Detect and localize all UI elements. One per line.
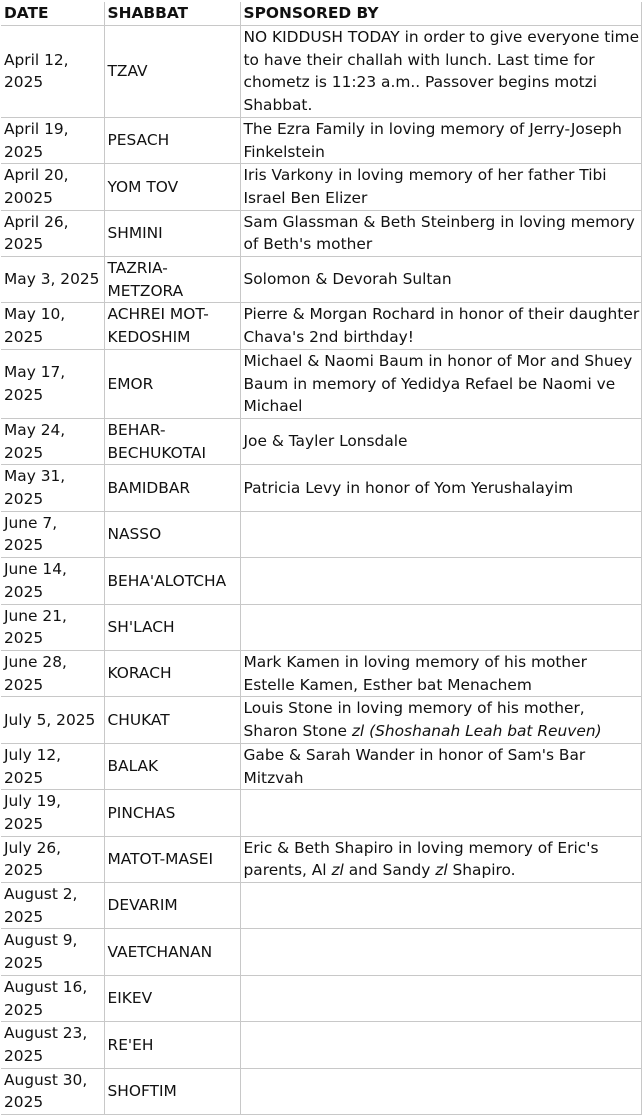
shabbat-cell: NASSO [104, 511, 240, 557]
sponsor-cell [240, 303, 641, 349]
shabbat-cell: SHOFTIM [104, 1068, 240, 1114]
sponsor-text-italic: zl [351, 722, 365, 741]
sponsor-text: Gabe & Sarah Wander in honor of Sam's Bar Mitzvah [243, 745, 586, 787]
sponsor-text: and Sandy [343, 861, 436, 880]
date-cell: June 21, 2025 [1, 604, 104, 650]
date-cell: August 23, 2025 [1, 1022, 104, 1068]
table-row [1, 511, 641, 557]
table-row [1, 604, 641, 650]
sponsor-cell [240, 604, 641, 650]
shabbat-cell: RE'EH [104, 1022, 240, 1068]
sponsor-text: Solomon & Devorah Sultan [243, 270, 452, 289]
sponsor-cell [240, 465, 641, 511]
sponsor-text: Louis Stone in loving memory of his mother, Sharon Stone [243, 699, 585, 741]
shabbat-cell: ACHREI MOT-KEDOSHIM [104, 303, 240, 349]
sponsor-cell [240, 117, 641, 163]
sponsor-text: Joe & Tayler Lonsdale [243, 432, 408, 451]
sponsor-text: Michael & Naomi Baum in honor of Mor and Shuey Baum in memory of Yedidya Refael be Naomi ve Michael [243, 351, 633, 416]
date-cell: April 26, 2025 [1, 210, 104, 256]
shabbat-cell: DEVARIM [104, 883, 240, 929]
table-row [1, 1022, 641, 1068]
sponsor-cell [240, 418, 641, 464]
header-row [1, 2, 641, 26]
sponsor-cell [240, 164, 641, 210]
table-row [1, 418, 641, 464]
table-row [1, 697, 641, 743]
shabbat-cell: YOM TOV [104, 164, 240, 210]
shabbat-cell: PINCHAS [104, 790, 240, 836]
shabbat-cell: CHUKAT [104, 697, 240, 743]
date-cell: July 12, 2025 [1, 743, 104, 789]
date-cell: July 5, 2025 [1, 697, 104, 743]
date-cell: May 24, 2025 [1, 418, 104, 464]
shabbat-cell: EIKEV [104, 975, 240, 1021]
shabbat-cell: SH'LACH [104, 604, 240, 650]
shabbat-cell: BAMIDBAR [104, 465, 240, 511]
shabbat-column-header: SHABBAT [104, 2, 240, 26]
shabbat-cell: VAETCHANAN [104, 929, 240, 975]
sponsor-text: Patricia Levy in honor of Yom Yerushalayim [243, 478, 574, 497]
sponsor-cell [240, 929, 641, 975]
table-row [1, 257, 641, 303]
date-cell: August 16, 2025 [1, 975, 104, 1021]
shabbat-cell: SHMINI [104, 210, 240, 256]
date-cell: May 17, 2025 [1, 349, 104, 418]
sponsor-cell [240, 1022, 641, 1068]
sponsor-cell [240, 511, 641, 557]
table-row [1, 117, 641, 163]
table-row [1, 743, 641, 789]
date-cell: May 31, 2025 [1, 465, 104, 511]
table-row [1, 1068, 641, 1114]
date-cell: May 3, 2025 [1, 257, 104, 303]
table-row [1, 790, 641, 836]
sponsor-text: Shapiro. [447, 861, 516, 880]
date-cell: August 9, 2025 [1, 929, 104, 975]
table-row [1, 836, 641, 882]
date-cell: August 30, 2025 [1, 1068, 104, 1114]
sponsor-text: Iris Varkony in loving memory of her father Tibi Israel Ben Elizer [243, 166, 607, 207]
shabbat-cell: MATOT-MASEI [104, 836, 240, 882]
date-cell: April 20, 20025 [1, 164, 104, 210]
table-row [1, 975, 641, 1021]
sponsor-column-header: SPONSORED BY [240, 2, 641, 26]
sponsor-text: NO KIDDUSH TODAY in order to give everyone time to have their challah with lunch. Last time for chometz is 11:23 a.m.. Passover begins motzi Shabbat. [243, 28, 640, 115]
table-row [1, 210, 641, 256]
sponsor-cell [240, 975, 641, 1021]
date-cell: June 7, 2025 [1, 511, 104, 557]
date-cell: July 19, 2025 [1, 790, 104, 836]
table-row [1, 929, 641, 975]
sponsor-cell [240, 1068, 641, 1114]
shabbat-cell: TZAV [104, 26, 240, 118]
shabbat-cell: BEHAR-BECHUKOTAI [104, 418, 240, 464]
table-row [1, 303, 641, 349]
date-cell: June 14, 2025 [1, 558, 104, 604]
table-row [1, 650, 641, 696]
sponsor-text: The Ezra Family in loving memory of Jerry-Joseph Finkelstein [243, 119, 622, 161]
sponsor-cell [240, 883, 641, 929]
sponsorship-table [1, 2, 642, 1115]
sponsor-text-italic: (Shoshanah Leah bat Reuven) [369, 722, 602, 741]
date-cell: July 26, 2025 [1, 836, 104, 882]
date-column-header: DATE [1, 2, 104, 26]
shabbat-cell: TAZRIA-METZORA [104, 257, 240, 303]
sponsor-text-italic: zl [331, 861, 344, 880]
shabbat-cell: KORACH [104, 650, 240, 696]
date-cell: June 28, 2025 [1, 650, 104, 696]
table-row [1, 883, 641, 929]
sponsor-cell [240, 697, 641, 743]
sponsor-cell [240, 790, 641, 836]
shabbat-cell: PESACH [104, 117, 240, 163]
sponsor-cell [240, 210, 641, 256]
table-row [1, 349, 641, 418]
table-row [1, 558, 641, 604]
sponsor-text: Sam Glassman & Beth Steinberg in loving memory of Beth's mother [243, 212, 635, 254]
date-cell: August 2, 2025 [1, 883, 104, 929]
shabbat-cell: BALAK [104, 743, 240, 789]
shabbat-cell: BEHA'ALOTCHA [104, 558, 240, 604]
sponsor-cell [240, 558, 641, 604]
table-row [1, 465, 641, 511]
sponsor-cell [240, 26, 641, 118]
sponsor-cell [240, 349, 641, 418]
table-row [1, 164, 641, 210]
date-cell: May 10, 2025 [1, 303, 104, 349]
date-cell: April 12, 2025 [1, 26, 104, 118]
table-row [1, 26, 641, 118]
sponsor-cell [240, 836, 641, 882]
shabbat-cell: EMOR [104, 349, 240, 418]
sponsor-text: Eric & Beth Shapiro in loving memory of Eric's parents, Al [243, 838, 599, 880]
date-cell: April 19, 2025 [1, 117, 104, 163]
sponsor-text: Mark Kamen in loving memory of his mother Estelle Kamen, Esther bat Menachem [243, 652, 587, 694]
sponsor-cell [240, 257, 641, 303]
sponsor-cell [240, 650, 641, 696]
sponsor-text-italic: zl [435, 861, 448, 880]
sponsor-text: Pierre & Morgan Rochard in honor of their daughter Chava's 2nd birthday! [243, 305, 640, 347]
sponsor-cell [240, 743, 641, 789]
